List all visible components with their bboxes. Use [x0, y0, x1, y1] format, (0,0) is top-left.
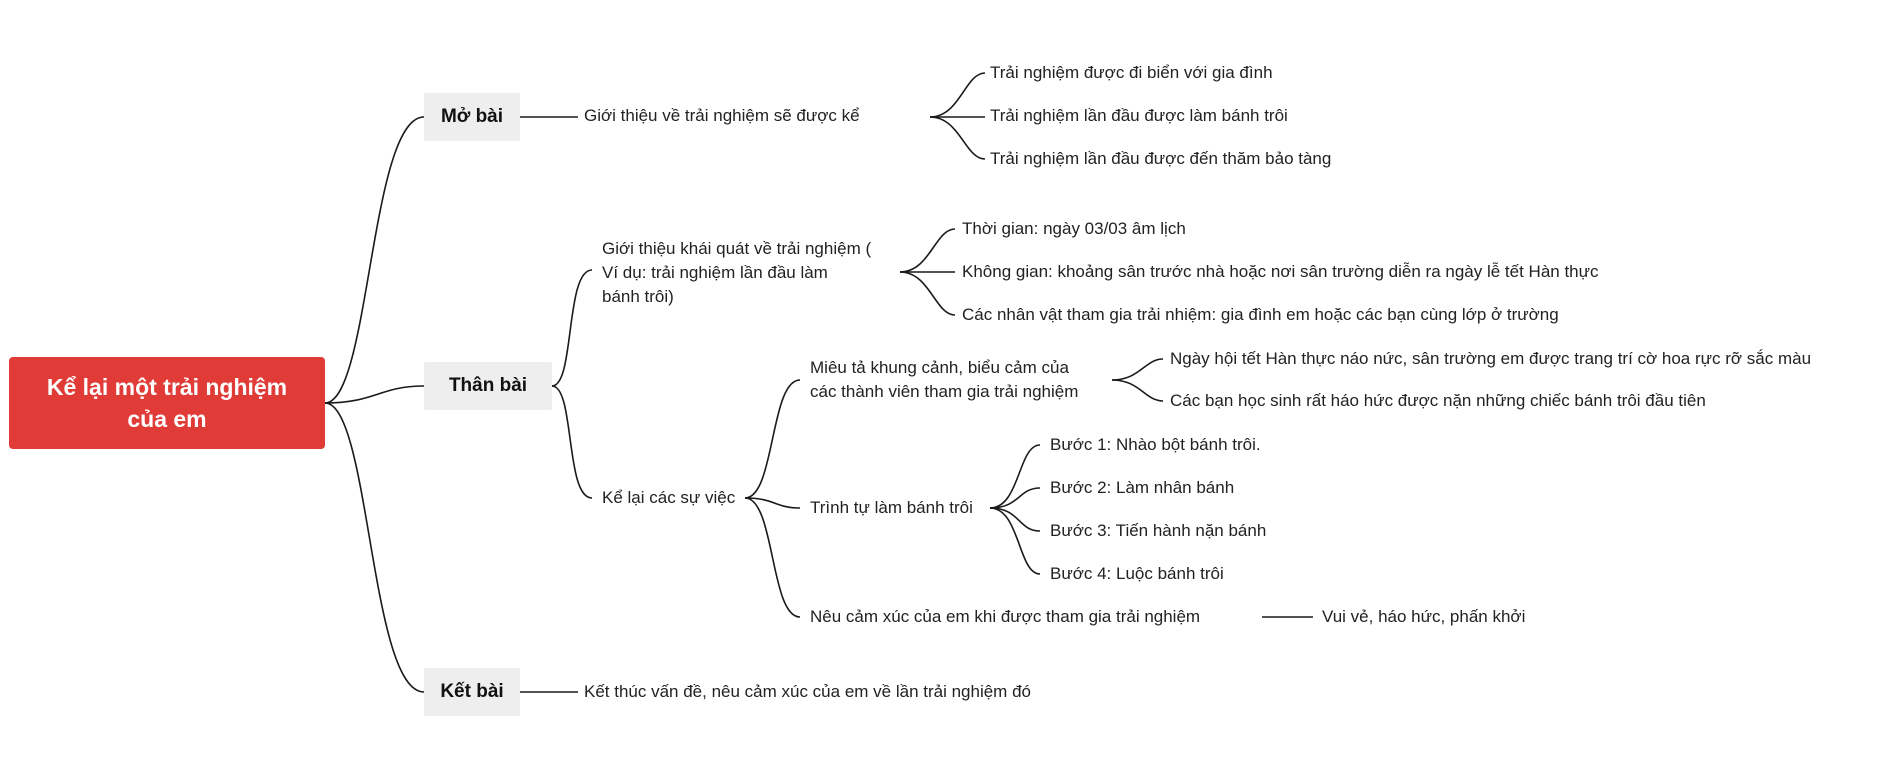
edge-intro-ex3 — [930, 117, 985, 159]
edge-steps-s1 — [990, 445, 1040, 508]
edge-overview-d3 — [900, 272, 955, 315]
section-than-bai[interactable]: Thân bài — [424, 362, 552, 410]
mo-bai-example-2[interactable]: Trải nghiệm lần đầu được làm bánh trôi — [990, 106, 1288, 125]
edge-root-mo-bai — [325, 117, 424, 403]
edge-overview-d1 — [900, 229, 955, 272]
edge-than-bai-overview — [552, 270, 592, 386]
scene-item-2[interactable]: Các bạn học sinh rất háo hức được nặn những chiếc bánh trôi đầu tiên — [1170, 391, 1706, 410]
edge-intro-ex1 — [930, 73, 985, 117]
edge-events-scene — [745, 380, 800, 498]
edge-scene-i1 — [1112, 359, 1163, 380]
edge-events-feeling — [745, 498, 800, 617]
overview-detail-time[interactable]: Thời gian: ngày 03/03 âm lịch — [962, 219, 1186, 238]
mo-bai-example-3[interactable]: Trải nghiệm lần đầu được đến thăm bảo tàng — [990, 149, 1332, 168]
edge-root-ket-bai — [325, 403, 424, 692]
ket-bai-text[interactable]: Kết thúc vấn đề, nêu cảm xúc của em về lần trải nghiệm đó — [584, 682, 1031, 701]
mo-bai-example-1[interactable]: Trải nghiệm được đi biển với gia đình — [990, 63, 1273, 82]
scene-item-1[interactable]: Ngày hội tết Hàn thực náo nức, sân trường em được trang trí cờ hoa rực rỡ sắc màu — [1170, 349, 1812, 368]
edge-steps-s3 — [990, 508, 1040, 531]
edge-steps-s2 — [990, 488, 1040, 508]
step-2[interactable]: Bước 2: Làm nhân bánh — [1050, 478, 1235, 497]
events-label[interactable]: Kể lại các sự việc — [602, 488, 736, 507]
step-3[interactable]: Bước 3: Tiến hành nặn bánh — [1050, 521, 1267, 540]
step-4[interactable]: Bước 4: Luộc bánh trôi — [1050, 564, 1224, 583]
edge-steps-s4 — [990, 508, 1040, 574]
events-steps[interactable]: Trình tự làm bánh trôi — [810, 498, 973, 517]
than-bai-overview[interactable]: Giới thiệu khái quát về trải nghiệm ( Ví dụ: trải nghiệm lần đầu làm bánh trôi) — [602, 239, 872, 306]
edge-than-bai-events — [552, 386, 592, 498]
root-topic[interactable]: Kể lại một trải nghiệm của em — [9, 357, 325, 449]
section-ket-bai[interactable]: Kết bài — [424, 668, 520, 716]
events-feeling[interactable]: Nêu cảm xúc của em khi được tham gia trải nghiệm — [810, 607, 1201, 626]
step-1[interactable]: Bước 1: Nhào bột bánh trôi. — [1050, 435, 1261, 454]
edge-scene-i2 — [1112, 380, 1163, 401]
edge-events-steps — [745, 498, 800, 508]
section-mo-bai[interactable]: Mở bài — [424, 93, 520, 141]
edge-root-than-bai — [325, 386, 424, 403]
overview-detail-characters[interactable]: Các nhân vật tham gia trải nhiệm: gia đình em hoặc các bạn cùng lớp ở trường — [962, 305, 1559, 324]
feeling-answer[interactable]: Vui vẻ, háo hức, phấn khởi — [1322, 607, 1526, 626]
overview-detail-space[interactable]: Không gian: khoảng sân trước nhà hoặc nơi sân trường diễn ra ngày lễ tết Hàn thực — [962, 262, 1599, 281]
events-scene[interactable]: Miêu tả khung cảnh, biểu cảm của các thành viên tham gia trải nghiệm — [810, 358, 1079, 401]
mo-bai-intro[interactable]: Giới thiệu về trải nghiệm sẽ được kể — [584, 106, 860, 125]
